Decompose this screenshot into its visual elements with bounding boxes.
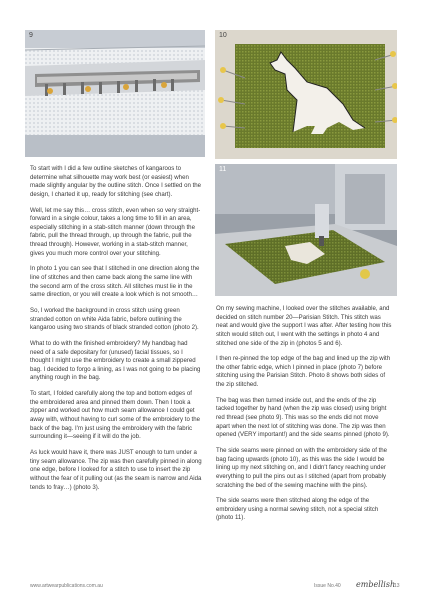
paragraph: To start with I did a few outline sketches of kangaroos to determine what silhouette may work best (or easiest) when made slightly angular by the outline stitch. Once I settled on the design, I charted it up, ready for stitching (see chart). <box>30 165 202 198</box>
right-text-column <box>216 305 394 530</box>
paragraph: The side seams were pinned on with the embroidery side of the bag facing upwards (photo 10), as this was the side I would be lining up my next stitching on, and I didn't fancy reaching under everything to pull the pins out as I stitched (apart from probably scratching the bed of the sewing machine with the pins). <box>216 446 388 489</box>
paragraph: So, I worked the background in cross stitch using green stranded cotton on white Aida fabric, before outlining the kangaroo using two strands of black stranded cotton (photo 2). <box>30 306 199 332</box>
paragraph: As luck would have it, there was JUST enough to turn under a tiny seam allowance. The zip was then carefully pinned in along one edge, before I looked for a stitch to use to insert the zip without the fear of it pulling out (as the seam is narrow and Aida tends to fray…) (photo 3). <box>30 448 202 491</box>
photo-10 <box>215 30 397 159</box>
photo-9 <box>25 30 205 157</box>
footer-issue: Issue No.40 <box>314 583 341 589</box>
footer-brand-logo: embellish <box>356 580 396 589</box>
left-text-column <box>30 165 202 499</box>
footer-page-number: 13 <box>394 583 400 589</box>
photo-number: 11 <box>219 166 227 173</box>
paragraph: On my sewing machine, I looked over the stitches available, and decided on stitch number 20—Parisian Stitch. This stitch was neat and would give the support I was after. After testing how this stitch would stitch out, I went with the settings in photo 4 and stitched one side of the zip in (photos 5 and 6). <box>216 305 392 347</box>
page-footer <box>0 580 423 594</box>
paragraph: Well, let me say this… cross stitch, even when so very straight-forward in a single colour, takes a long time to fill in an area, especially stitching in a stab-stitch manner (down through the fabric, pull the thread through, up through the fabric, pull the thread through). However, working in a stab-stitch manner, gives you much more control over your stitching. <box>30 206 201 257</box>
photo-9-image <box>25 30 205 157</box>
paragraph: What to do with the finished embroidery? My handbag had need of a safe depositary for (unused) facial tissues, so I thought I might use the embroidery to create a small zippered bag. I decided to forgo a lining, as I was not going to be placing anything rough in the bag. <box>30 339 201 382</box>
photo-10-image <box>215 30 397 159</box>
photo-number: 10 <box>219 32 227 39</box>
paragraph: I then re-pinned the top edge of the bag and lined up the zip with the other fabric edge, which I pinned in place (photo 7) before stitching using the Parisian Stitch. Photo 8 shows both sides of the zip stitched. <box>216 355 391 389</box>
footer-url[interactable]: www.artwearpublications.com.au <box>30 583 103 589</box>
photo-11-image <box>215 164 397 296</box>
photo-number: 9 <box>29 32 33 39</box>
paragraph: To start, I folded carefully along the top and bottom edges of the embroidered area and pinned them down. Then I took a zipper and worked out how much seam allowance I could get away with, without having to curl some of the embroidery to the back of the bag. I'm just using the embroidery with the fabric surrounding it—seeing if it will do the job. <box>30 390 201 441</box>
paragraph: The side seams were then stitched along the edge of the embroidery using a normal sewing stitch, not a special stitch (photo 11). <box>216 497 379 522</box>
photo-11 <box>215 164 397 296</box>
paragraph: In photo 1 you can see that I stitched in one direction along the line of stitches and then came back along the same line with the second arm of the cross stitch. All stitches must lie in the same direction, or you will create a look which is not smooth… <box>30 265 200 299</box>
paragraph: The bag was then turned inside out, and the ends of the zip tacked together by hand (when the zip was closed) using bright red thread (see photo 9). This was so the ends did not move apart when the next lot of stitching was done. The zip was then opened (VERY important!) and the side seams pinned (photo 9). <box>216 396 390 439</box>
